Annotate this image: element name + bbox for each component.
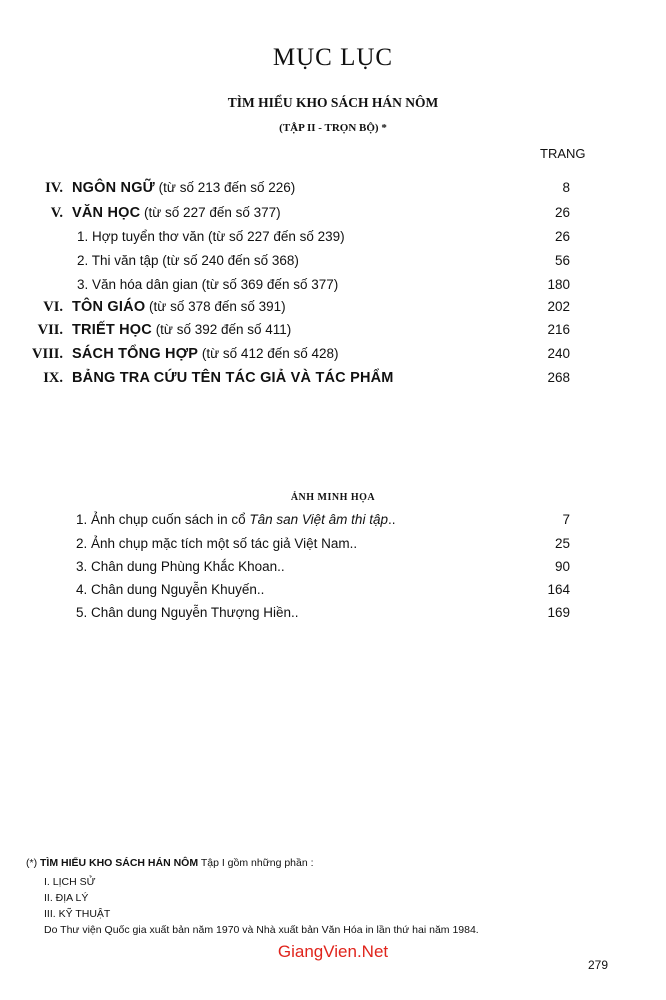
illustration-text: 4. Chân dung Nguyễn Khuyến.. [76,582,265,597]
illustration-page: 169 [547,605,570,620]
toc-detail: (từ số 412 đến số 428) [198,346,339,361]
footnote-marker: (*) [26,857,38,869]
toc-heading: NGÔN NGỮ [72,180,155,196]
toc-detail: (từ số 392 đến số 411) [151,322,292,337]
illustration-text: 3. Chân dung Phùng Khắc Khoan.. [76,559,285,574]
toc-roman: VIII. [31,346,63,362]
footnote-book-title: TÌM HIỂU KHO SÁCH HÁN NÔM [40,857,199,869]
illustration-text: 5. Chân dung Nguyễn Thượng Hiền.. [76,605,299,620]
footnote-item: I. LỊCH SỬ [44,876,96,888]
toc-roman: VI. [43,299,63,315]
toc-entry [0,299,666,323]
toc-page: 268 [547,370,570,385]
toc-entry [0,180,666,204]
book-title: TÌM HIỂU KHO SÁCH HÁN NÔM [227,95,439,110]
toc-heading: SÁCH TỔNG HỢP [72,346,199,362]
toc-page: 180 [547,277,570,292]
toc-heading: TÔN GIÁO [72,299,146,315]
toc-page: 26 [554,229,570,244]
toc-detail: 2. Thi văn tập (từ số 240 đến số 368) [77,253,299,268]
illustration-entry [0,536,666,560]
toc-subentry [0,229,666,253]
toc-detail: (từ số 378 đến số 391) [145,299,286,314]
illustration-entry [0,512,666,536]
toc-heading: BẢNG TRA CỨU TÊN TÁC GIẢ VÀ TÁC PHẨM [72,370,394,386]
toc-detail: (từ số 227 đến số 377) [140,205,281,220]
toc-detail: 1. Hợp tuyển thơ văn (từ số 227 đến số 239) [77,229,345,244]
page-column-label: TRANG [540,146,586,161]
toc-roman: V. [50,205,63,221]
footnote-item: III. KỸ THUẬT [44,908,111,920]
toc-roman: VII. [37,322,63,338]
footnote-publisher: Do Thư viện Quốc gia xuất bản năm 1970 và Nhà xuất bản Văn Hóa in lần thứ hai năm 1984. [44,924,479,936]
watermark: GiangVien.Net [277,942,389,961]
illustration-text: 1. Ảnh chụp cuốn sách in cổ [76,512,250,527]
toc-detail: 3. Văn hóa dân gian (từ số 369 đến số 377) [77,277,339,292]
toc-heading: VĂN HỌC [72,205,141,221]
toc-roman: IX. [43,370,63,386]
illustration-suffix: .. [387,512,396,527]
page-number: 279 [587,958,608,972]
toc-page: 26 [554,205,570,220]
illustration-page: 25 [554,536,570,551]
toc-page: 202 [547,299,570,314]
footnote-intro [26,857,314,869]
footnote-intro-text: Tập I gồm những phần : [198,857,314,869]
toc-heading: TRIẾT HỌC [72,322,152,338]
toc-detail: (từ số 213 đến số 226) [154,180,296,195]
page-title: MỤC LỤC [272,44,394,71]
volume-note: (TẬP II - TRỌN BỘ) * [279,122,387,134]
illustration-page: 7 [562,512,570,527]
toc-page: 216 [547,322,570,337]
toc-page: 8 [562,180,570,195]
toc-roman: IV. [45,180,63,196]
toc-subentry [0,277,666,301]
illustration-entry [0,605,666,629]
illustration-entry [0,582,666,606]
toc-entry [0,322,666,346]
illustration-italic-title: Tân san Việt âm thi tập [249,512,388,527]
footnote-item: II. ĐỊA LÝ [44,892,89,904]
illustration-entry [0,559,666,583]
illustration-text: 2. Ảnh chụp mặc tích một số tác giả Việt Nam.. [76,536,358,551]
toc-subentry [0,253,666,277]
toc-entry [0,346,666,370]
toc-page: 56 [554,253,570,268]
toc-page: 240 [547,346,570,361]
illustration-page: 90 [554,559,570,574]
toc-entry [0,205,666,229]
illustration-page: 164 [547,582,570,597]
toc-entry [0,370,666,394]
illustrations-title: ẢNH MINH HỌA [290,492,376,503]
